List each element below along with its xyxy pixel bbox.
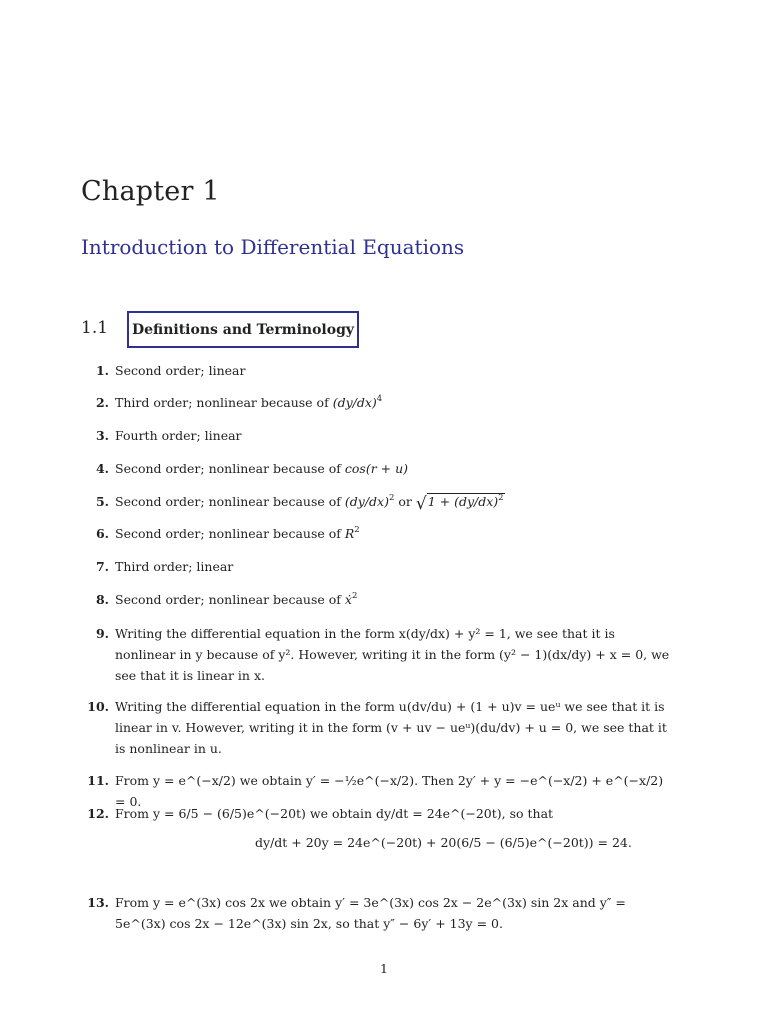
item-text: From y = e^(−x/2) we obtain y′ = −½e^(−x/2). Then 2y′ + y = −e^(−x/2) + e^(−x/2) = 0. bbox=[115, 773, 664, 809]
item-text: Second order; nonlinear because of $R^2$ bbox=[115, 524, 360, 541]
item-text: Second order; linear bbox=[115, 363, 246, 378]
item-text: Second order; nonlinear because of ẋ$^2$ bbox=[115, 590, 358, 607]
item-number: 6. bbox=[95, 526, 109, 541]
item-text: Second order; nonlinear because of cos(r + u) bbox=[115, 461, 409, 476]
item-math: cos(r + u) bbox=[344, 461, 409, 476]
sqrt-expression: $√1 + (dy/dx)^2$ bbox=[415, 492, 504, 514]
list-item bbox=[80, 696, 672, 759]
list-item bbox=[80, 589, 672, 610]
item-text: Third order; nonlinear because of $(dy/dx)^4$ bbox=[115, 393, 383, 410]
item-text: From y = e^(3x) cos 2x we obtain y′ = 3e^(3x) cos 2x − 2e^(3x) sin 2x and y″ = 5e^(3x) cos 2x − 12e^(3x) sin 2x, so that y″ − 6y′ + 13y = 0. bbox=[115, 895, 626, 931]
item-math: (dy/dx) bbox=[332, 395, 377, 410]
item-text: Writing the differential equation in the form x(dy/dx) + y² = 1, we see that it is nonlinear in y because of y². However, writing it in the form (y² − 1)(dx/dy) + x = 0, we see that it is linear in x. bbox=[115, 626, 670, 683]
section-number: 1.1 bbox=[81, 318, 109, 338]
item-number: 2. bbox=[95, 395, 109, 410]
list-item bbox=[80, 360, 672, 381]
item-number: 11. bbox=[87, 773, 109, 788]
page-number: 1 bbox=[380, 961, 388, 976]
item-number: 10. bbox=[87, 699, 109, 714]
item-number: 13. bbox=[87, 895, 109, 910]
item-text: Fourth order; linear bbox=[115, 428, 242, 443]
section-title-box bbox=[127, 311, 359, 348]
item-number: 12. bbox=[87, 806, 109, 821]
display-equation: dy/dt + 20y = 24e^(−20t) + 20(6/5 − (6/5)e^(−20t)) = 24. bbox=[255, 835, 632, 850]
item-text: Third order; linear bbox=[115, 559, 234, 574]
chapter-title: Introduction to Differential Equations bbox=[81, 235, 465, 259]
item-number: 3. bbox=[95, 428, 109, 443]
item-math: ẋ bbox=[344, 592, 352, 607]
item-number: 4. bbox=[95, 461, 109, 476]
list-item bbox=[80, 556, 672, 577]
chapter-label: Chapter 1 bbox=[81, 176, 220, 207]
item-number: 7. bbox=[95, 559, 109, 574]
item-math: R bbox=[344, 526, 355, 541]
list-item bbox=[80, 623, 672, 686]
item-number: 5. bbox=[95, 494, 109, 509]
list-item bbox=[80, 425, 672, 446]
item-text: Second order; nonlinear because of $(dy/dx)^2$ or $√1 + (dy/dx)^2$ bbox=[115, 492, 504, 514]
list-item bbox=[80, 491, 672, 512]
list-item bbox=[80, 458, 672, 479]
item-text: Writing the differential equation in the form u(dv/du) + (1 + u)v = ueᵘ we see that it is linear in v. However, writing it in the form (v + uv − ueᵘ)(du/dv) + u = 0, we see that it is nonlinear in u. bbox=[115, 699, 667, 756]
list-item bbox=[80, 803, 672, 824]
list-item bbox=[80, 892, 672, 934]
list-item bbox=[80, 523, 672, 544]
section-title: Definitions and Terminology bbox=[131, 321, 355, 338]
item-number: 1. bbox=[95, 363, 109, 378]
item-number: 8. bbox=[95, 592, 109, 607]
item-text: From y = 6/5 − (6/5)e^(−20t) we obtain dy/dt = 24e^(−20t), so that bbox=[115, 806, 554, 821]
item-number: 9. bbox=[95, 626, 109, 641]
list-item bbox=[80, 392, 672, 413]
item-math: (dy/dx) bbox=[344, 494, 389, 509]
